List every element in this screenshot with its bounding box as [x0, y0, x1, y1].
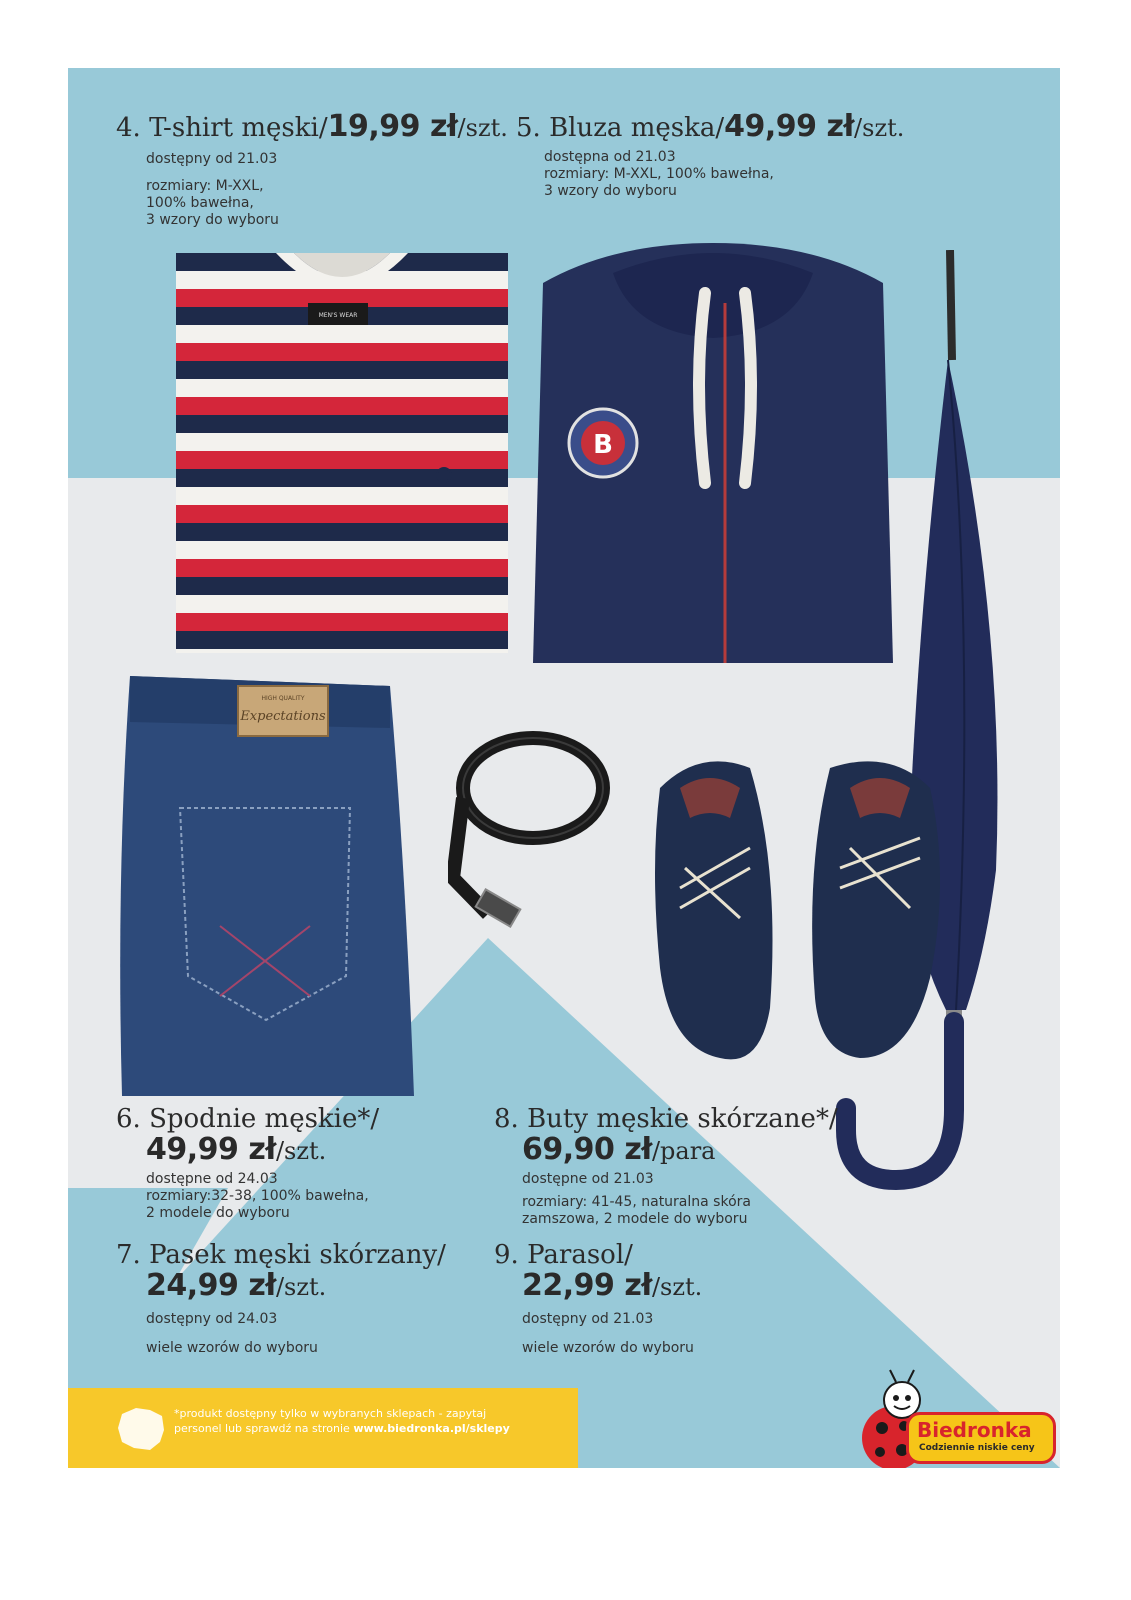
footnote-line: personel lub sprawdź na stronie [174, 1422, 354, 1435]
product-unit: /szt. [457, 114, 508, 142]
product-unit: /szt. [275, 1137, 327, 1165]
product-price: 24,99 zł [146, 1268, 276, 1303]
product-details [544, 149, 904, 200]
product-details [146, 1171, 379, 1222]
logo-brand: Biedronka [917, 1418, 1032, 1442]
belt-image [448, 718, 618, 938]
logo-label [906, 1412, 1056, 1464]
product-shoes-info [494, 1104, 838, 1228]
product-price: 49,99 zł [724, 109, 855, 144]
product-title: 9. Parasol/ [494, 1240, 633, 1270]
detail-line: 100% bawełna, [146, 195, 254, 211]
footnote-text [174, 1406, 564, 1436]
product-hoodie-info [516, 109, 905, 200]
product-belt-info [116, 1240, 446, 1357]
detail-line: 3 wzory do wyboru [544, 183, 677, 199]
biedronka-logo [850, 1368, 1060, 1468]
availability: dostępne od 24.03 [146, 1171, 278, 1187]
product-tshirt-info [116, 109, 508, 229]
product-details [522, 1311, 702, 1357]
jeans-label-text: Expectations [240, 709, 326, 724]
availability: dostępne od 21.03 [522, 1171, 654, 1187]
detail-line: rozmiary: 41-45, naturalna skóra [522, 1194, 751, 1210]
product-title: 6. Spodnie męskie*/ [116, 1104, 380, 1134]
footnote-url[interactable]: www.biedronka.pl/sklepy [353, 1422, 510, 1435]
leaflet-page [68, 68, 1060, 1468]
footnote-line: *produkt dostępny tylko w wybranych sklepach - zapytaj [174, 1407, 487, 1420]
detail-line: wiele wzorów do wyboru [146, 1340, 318, 1356]
availability: dostępny od 21.03 [522, 1311, 654, 1327]
product-unit: /para [651, 1137, 716, 1165]
product-price: 69,90 zł [522, 1132, 652, 1167]
detail-line: 3 wzory do wyboru [146, 212, 279, 228]
detail-line: wiele wzorów do wyboru [522, 1340, 694, 1356]
product-pants-info [116, 1104, 379, 1222]
detail-line: rozmiary: M-XXL, [146, 178, 264, 194]
availability: dostępny od 24.03 [146, 1311, 278, 1327]
product-unit: /szt. [651, 1273, 703, 1301]
poland-map-icon [116, 1406, 166, 1452]
jeans-image [120, 676, 416, 1096]
product-price: 19,99 zł [327, 109, 458, 144]
umbrella-image [836, 250, 1036, 1240]
tshirt-image [176, 253, 508, 653]
product-unit: /szt. [275, 1273, 327, 1301]
product-title: 5. Bluza męska/ [516, 113, 725, 143]
detail-line: rozmiary: M-XXL, 100% bawełna, [544, 166, 774, 182]
availability: dostępna od 21.03 [544, 149, 676, 165]
detail-line: 2 modele do wyboru [146, 1205, 290, 1221]
product-price: 22,99 zł [522, 1268, 652, 1303]
product-details [146, 151, 508, 229]
shoes-image [640, 748, 970, 1068]
product-details [146, 1311, 446, 1357]
detail-line: zamszowa, 2 modele do wyboru [522, 1211, 748, 1227]
product-unit: /szt. [854, 114, 905, 142]
footnote-bar [68, 1388, 578, 1468]
hoodie-badge-letter: B [593, 430, 613, 460]
product-title: 8. Buty męskie skórzane*/ [494, 1104, 838, 1134]
availability: dostępny od 21.03 [146, 151, 278, 167]
product-title: 7. Pasek męski skórzany/ [116, 1240, 446, 1270]
product-price: 49,99 zł [146, 1132, 276, 1167]
product-details [522, 1171, 838, 1228]
detail-line: rozmiary:32-38, 100% bawełna, [146, 1188, 369, 1204]
jeans-label-top: HIGH QUALITY [261, 695, 305, 702]
logo-slogan: Codziennie niskie ceny [919, 1443, 1035, 1453]
product-title: 4. T-shirt męski/ [116, 113, 328, 143]
tshirt-tag-text: MEN'S WEAR [318, 312, 358, 319]
product-umbrella-info [494, 1240, 702, 1357]
